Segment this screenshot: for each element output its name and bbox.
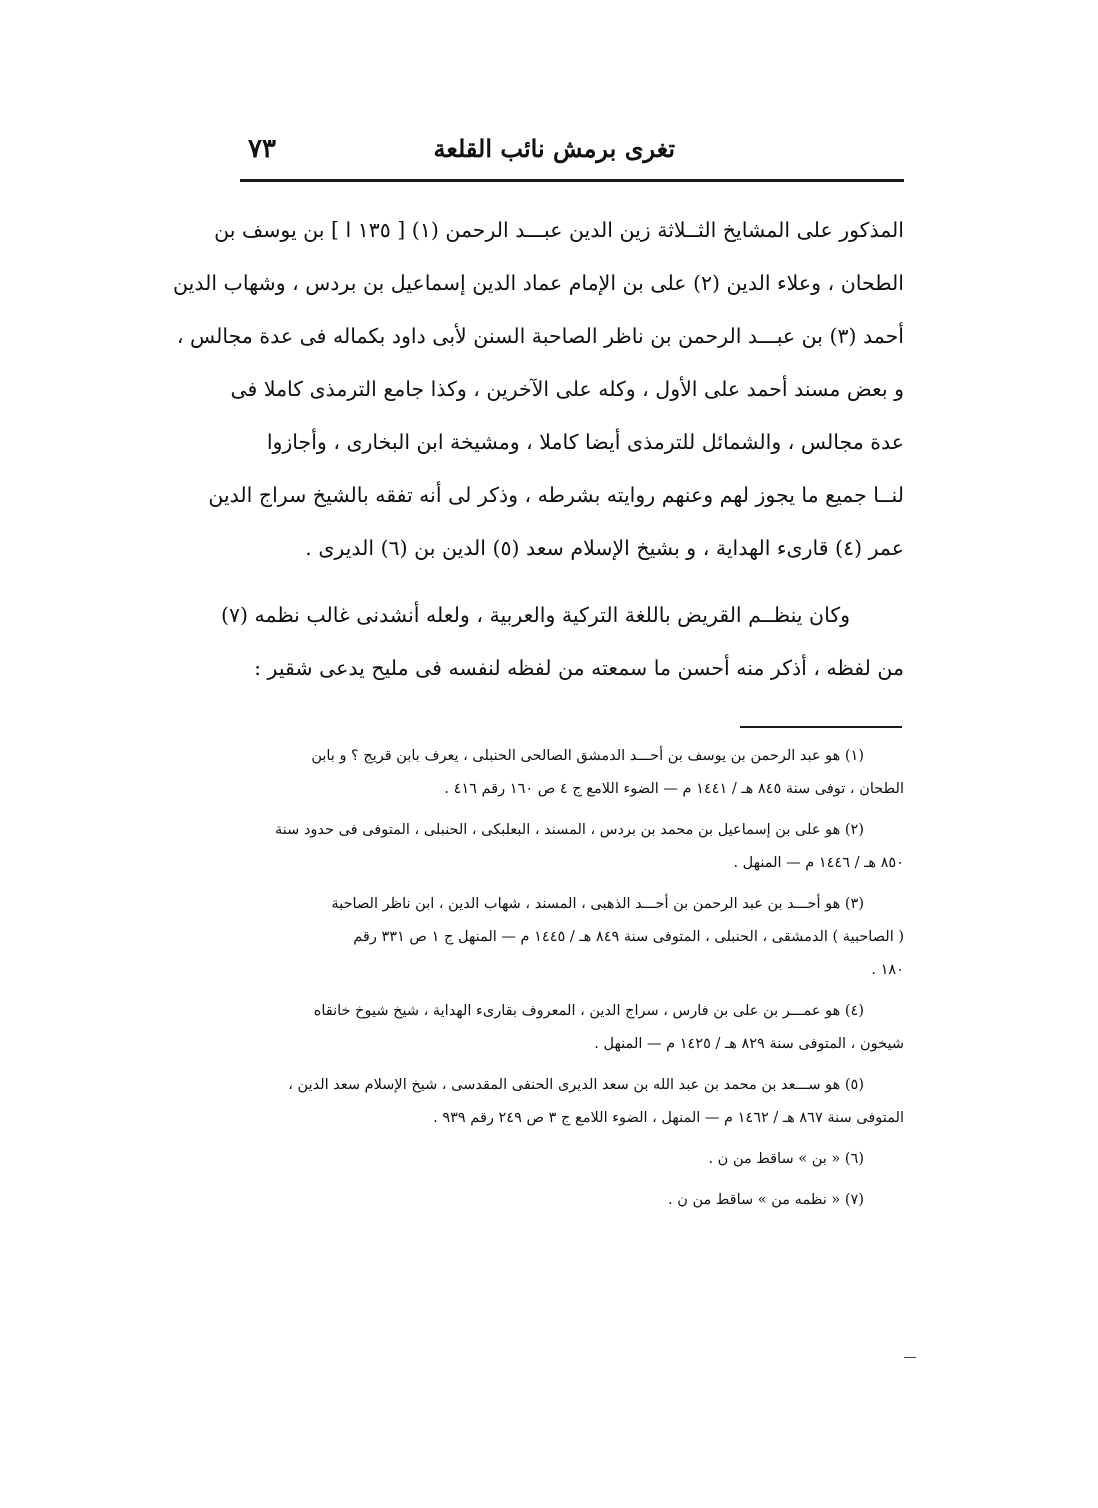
running-title: تغرى برمش نائب القلعة bbox=[433, 134, 675, 163]
footnote-line bbox=[240, 1143, 904, 1176]
text-line: و بعض مسند أحمد على الأول ، وكله على الآخرين ، وكذا جامع الترمذى كاملا فى bbox=[230, 377, 904, 401]
footnote-text: (١) هو عبد الرحمن بن يوسف بن أحـــد الدمشق الصالحى الحنبلى ، يعرف بابن قريج ؟ و بابن bbox=[311, 748, 864, 764]
text-line: عدة مجالس ، والشمائل للترمذى أيضا كاملا ، ومشيخة ابن البخارى ، وأجازوا bbox=[266, 430, 904, 454]
text-line: الطحان ، وعلاء الدين (٢) على بن الإمام عماد الدين إسماعيل بن بردس ، وشهاب الدين bbox=[173, 271, 904, 295]
page-number: ٧٣ bbox=[248, 134, 276, 164]
footnote-line bbox=[240, 740, 904, 773]
footnote-line: الطحان ، توفى سنة ٨٤٥ هـ / ١٤٤١ م — الضوء اللامع ج ٤ ص ١٦٠ رقم ٤١٦ . bbox=[444, 781, 904, 797]
footnote-line: ٨٥٠ هـ / ١٤٤٦ م — المنهل . bbox=[733, 855, 904, 871]
text-line: عمر (٤) قارىء الهداية ، و بشيخ الإسلام سعد (٥) الدين بن (٦) الديرى . bbox=[305, 536, 904, 560]
footnote-line: شيخون ، المتوفى سنة ٨٢٩ هـ / ١٤٢٥ م — المنهل . bbox=[594, 1036, 904, 1052]
footnote-line: المتوفى سنة ٨٦٧ هـ / ١٤٦٢ م — المنهل ، الضوء اللامع ج ٣ ص ٢٤٩ رقم ٩٣٩ . bbox=[433, 1110, 904, 1126]
footnote-line: ١٨٠ . bbox=[871, 962, 904, 978]
footnotes bbox=[240, 740, 904, 1217]
text-line-content: وكان ينظــم القريض باللغة التركية والعربية ، ولعله أنشدنى غالب نظمه (٧) bbox=[220, 603, 850, 627]
footnote-rule bbox=[740, 726, 902, 728]
footnote-line bbox=[240, 888, 904, 921]
footnote-line bbox=[240, 814, 904, 847]
footnote-text: (٢) هو على بن إسماعيل بن محمد بن بردس ، المسند ، البعلبكى ، الحنبلى ، المتوفى فى حدود سنة bbox=[275, 822, 864, 838]
footnote-text: (٣) هو أحـــد بن عبد الرحمن بن أحـــد الذهبى ، المسند ، شهاب الدين ، ابن ناظر الصاحبة bbox=[331, 896, 864, 912]
text-line: أحمد (٣) بن عبـــد الرحمن بن ناظر الصاحبة السنن لأبى داود بكماله فى عدة مجالس ، bbox=[176, 324, 904, 348]
footnote-text: (٤) هو عمـــر بن على بن فارس ، سراج الدين ، المعروف بقارىء الهداية ، شيخ شيوخ خانقاه bbox=[313, 1003, 864, 1019]
header-rule bbox=[240, 179, 904, 182]
main-text bbox=[173, 204, 904, 695]
text-line: المذكور على المشايخ الثــلاثة زين الدين عبـــد الرحمن (١) [ ١٣٥ ا ] بن يوسف بن bbox=[214, 218, 904, 242]
footnote-text: (٧) « نظمه من » ساقط من ن . bbox=[668, 1192, 864, 1208]
footnote-line bbox=[240, 995, 904, 1028]
footnote-text: (٥) هو ســـعد بن محمد بن عبد الله بن سعد الديرى الحنفى المقدسى ، شيخ الإسلام سعد الدين ، bbox=[288, 1077, 864, 1093]
text-line: لنــا جميع ما يجوز لهم وعنهم روايته بشرطه ، وذكر لى أنه تفقه بالشيخ سراج الدين bbox=[208, 483, 904, 507]
page-header bbox=[240, 128, 905, 174]
footnote-line: ( الصاحبية ) الدمشقى ، الحنبلى ، المتوفى سنة ٨٤٩ هـ / ١٤٤٥ م — المنهل ج ١ ص ٣٣١ رقم bbox=[353, 929, 904, 945]
scan-mark bbox=[904, 1357, 916, 1358]
footnote-line bbox=[240, 1069, 904, 1102]
footnote-text: (٦) « بن » ساقط من ن . bbox=[708, 1151, 864, 1167]
footnote-line bbox=[240, 1184, 904, 1217]
text-line bbox=[220, 589, 904, 642]
text-line: من لفظه ، أذكر منه أحسن ما سمعته من لفظه لنفسه فى مليح يدعى شقير : bbox=[254, 656, 904, 680]
